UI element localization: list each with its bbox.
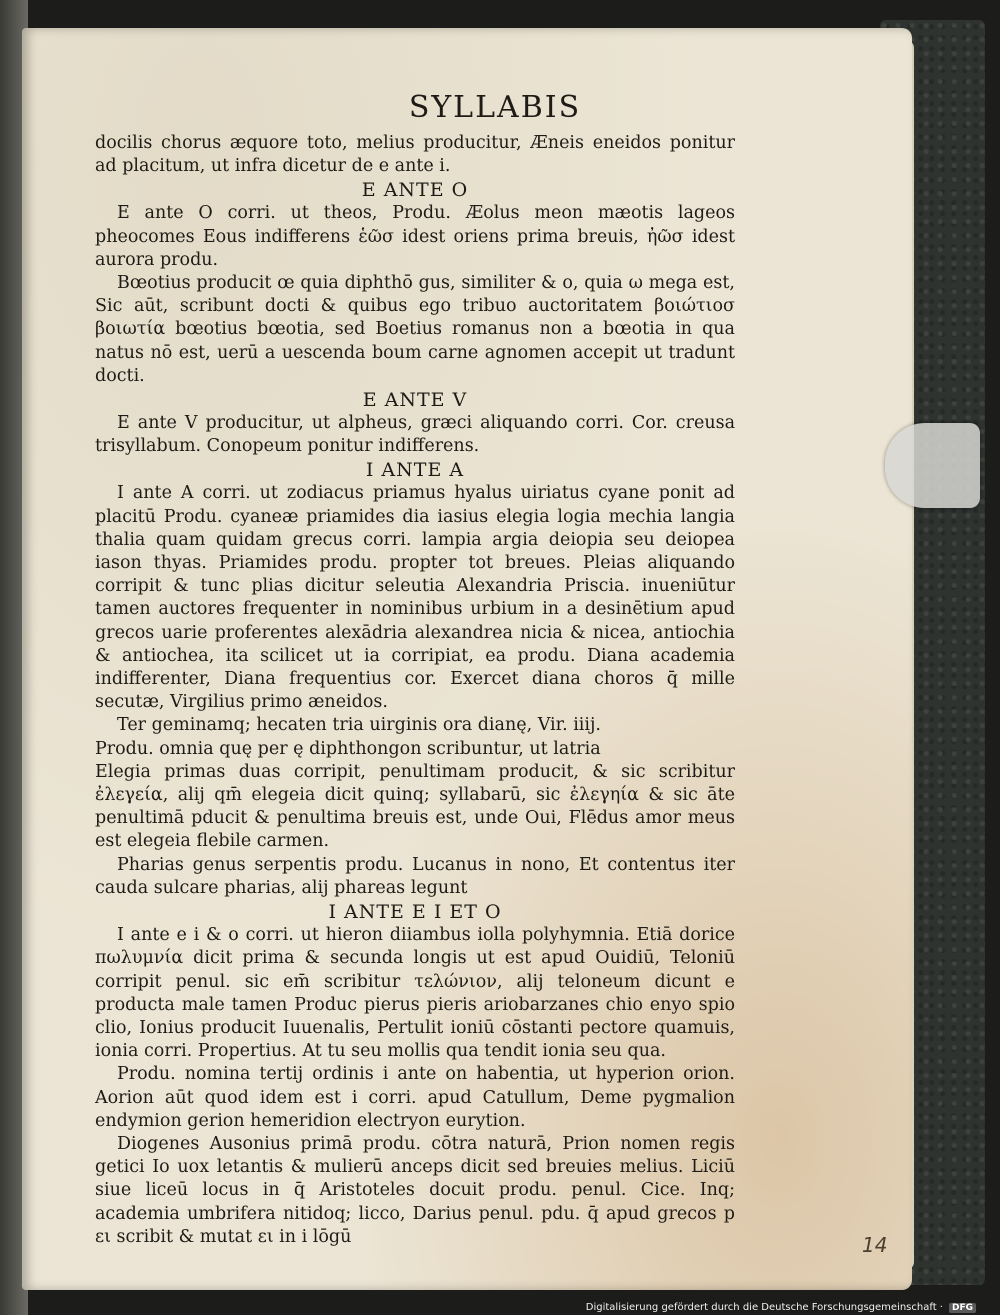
paragraph: Diogenes Ausonius primā produ. cōtra naturā, Prion nomen regis getici Io uox letantis & mulierū anceps dicit sed breuies melius. Liciū siue liceū locus in q̄ Aristoteles docuit produ. penul. Cice. Inq; academia umbrifera nitidoq; licco, Darius penul. pdu. q̄ apud grecos p ει scribit & mutat ει in i lōgū xyxy=(95,1133,735,1247)
handwritten-folio-number: 14 xyxy=(862,1233,888,1257)
paragraph: I ante e i & o corri. ut hieron diiambus iolla polyhymnia. Etiā dorice πωλυμνία dicit prima & secunda longis ut est apud Ouidiū, Teloniū corripit penul. sic em̄ scribitur τελώνιον, alij teloneum dicunt e producta male tamen Produc pierus pieris ariobarzanes chio enyo spio clio, Ionius producit Iuuenalis, Pertulit ioniū cōstanti pectore quamuis, ionia corri. Propertius. At tu seu mollis qua tendit ionia seu qua. xyxy=(95,925,735,1062)
digitization-credit xyxy=(586,1302,976,1313)
paragraph: E ante O corri. ut theos, Produ. Æolus meon mæotis lageos pheocomes Eous indifferens ἑῶσ idest oriens prima breuis, ἠῶσ idest aurora produ. xyxy=(95,203,735,270)
credit-text: Digitalisierung gefördert durch die Deutsche Forschungsgemeinschaft · xyxy=(585,1302,943,1313)
running-head: SYLLABIS xyxy=(408,90,582,125)
dfg-logo: DFG xyxy=(949,1303,976,1313)
paragraph: Bœotius producit œ quia diphthō gus, similiter & o, quia ω mega est, Sic aūt, scribunt docti & quibus ego tribuo auctoritatem βοιώτιοσ βοιωτία bœotius bœotia, sed Boetius romanus non a bœotia in qua natus nō est, uerū a uescenda boum carne agnomen accepit ut tradunt docti. xyxy=(95,273,735,386)
verse-line: Ter geminamq; hecaten tria uirginis ora dianę, Vir. iiij. xyxy=(117,715,601,736)
page-text xyxy=(95,90,735,1249)
paragraph: I ante A corri. ut zodiacus priamus hyalus uiriatus cyane ponit ad placitū Produ. cyaneæ priamides dia iasius elegia logia mechia langia thalia quam quidam grecus corri. lampia argia deiopia seu deiopea iason thyas. Priamides produ. propter tot breues. Pleias aliquando corripit & tunc plias dicitur seleutia Alexandria Priscia. inueniūtur tamen auctores frequenter in nominibus urbium in a desinētium apud grecos uarie proferentes alexādria alexandrea nicia & nicea, antiochia & antiochea, ita scilicet ut ia corripiat, ea produ. Diana academia indifferenter, Diana frequentius cor. Exercet diana choros q̄ mille secutæ, Virgilius primo æneidos. xyxy=(95,483,735,713)
paragraph: Pharias genus serpentis produ. Lucanus in nono, Et contentus iter cauda sulcare pharias, alij phareas legunt xyxy=(95,854,735,898)
section-heading: I ANTE A xyxy=(365,459,465,482)
section-heading: I ANTE E I ET O xyxy=(328,901,502,924)
paragraph: E ante V producitur, ut alpheus, græci aliquando corri. Cor. creusa trisyllabum. Conopeum ponitur indifferens. xyxy=(95,413,735,457)
page-clip xyxy=(885,423,980,508)
paragraph: docilis chorus æquore toto, melius producitur, Æneis eneidos ponitur ad placitum, ut infra dicetur de e ante i. xyxy=(95,133,735,177)
paragraph: Elegia primas duas corripit, penultimam producit, & sic scribitur ἐλεγεία, alij qm̄ elegeia dicit quinq; syllabarū, sic ἐλεγηία & sic āte penultimā pducit & penultima breuis est, unde Oui, Flēdus amor meus est elegeia flebile carmen. xyxy=(95,761,735,852)
section-heading: E ANTE V xyxy=(362,389,468,412)
section-heading: E ANTE O xyxy=(361,179,469,202)
paragraph: Produ. omnia quę per ę diphthongon scribuntur, ut latria xyxy=(95,738,601,759)
paragraph: Produ. nomina tertij ordinis i ante on habentia, ut hyperion orion. Aorion aūt quod idem est i corri. apud Catullum, Deme pygmalion endymion gerion hemeridion electryon eurytion. xyxy=(95,1064,735,1131)
